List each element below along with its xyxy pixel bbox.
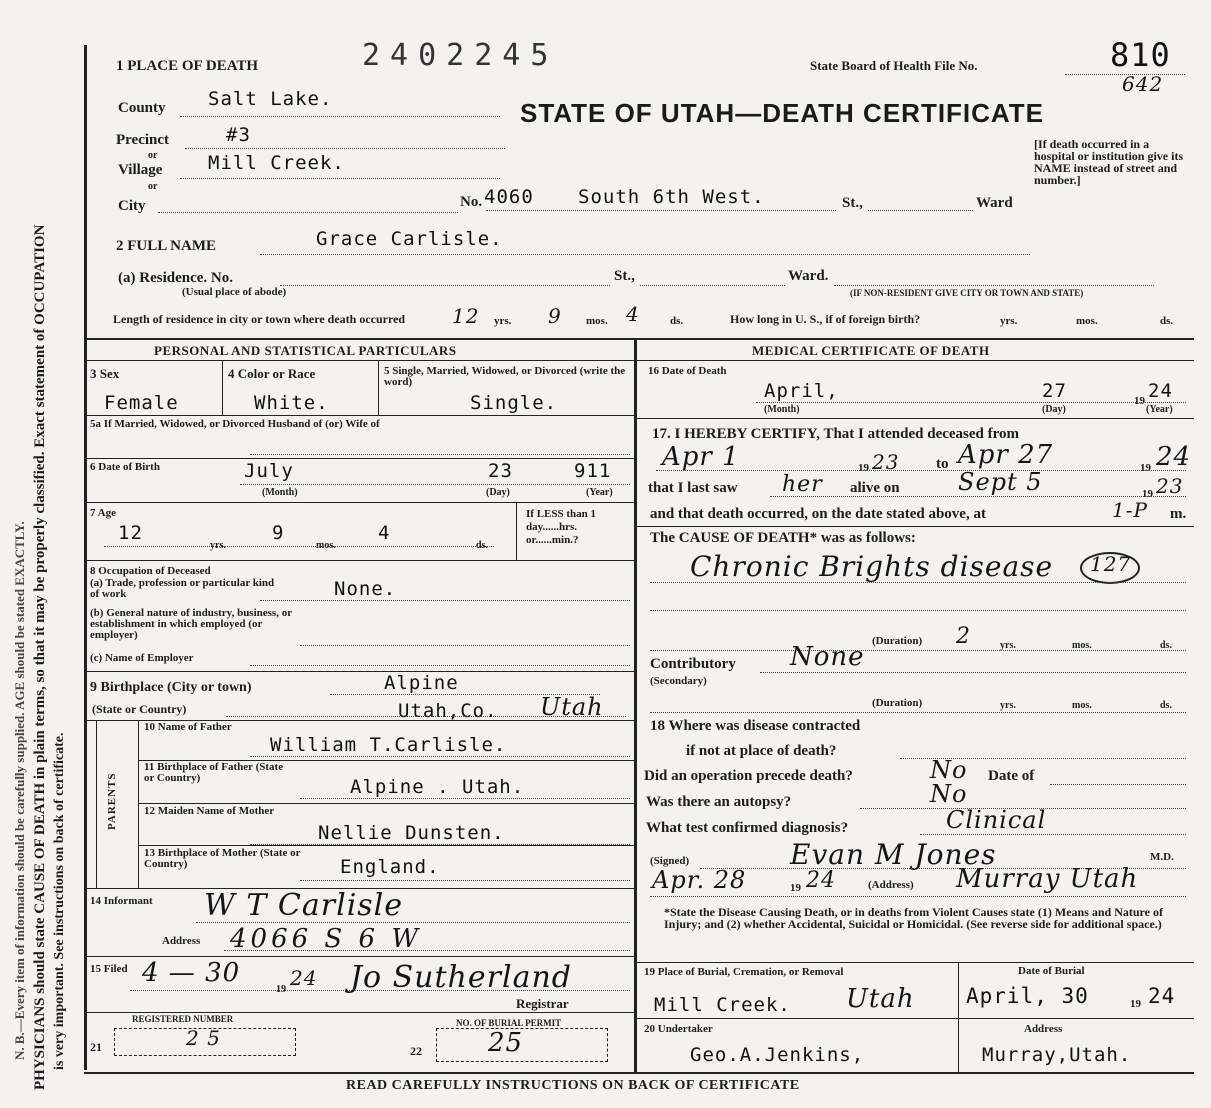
residence-line	[280, 285, 610, 286]
duration-yrs: 2	[956, 624, 971, 649]
death-time-m: m.	[1170, 506, 1187, 522]
file-no: 810	[1110, 36, 1171, 74]
mother-birthplace-value: England.	[340, 856, 440, 878]
length-of-residence-label: Length of residence in city or town where death occurred	[113, 312, 406, 326]
file-no-handwritten: 642	[1122, 72, 1164, 96]
burial-permit-label: NO. OF BURIAL PERMIT	[456, 1018, 562, 1028]
sex-value: Female	[104, 392, 179, 414]
dob-month-sub: (Month)	[262, 487, 298, 498]
dod-month-sub: (Month)	[764, 404, 800, 415]
county-value: Salt Lake.	[208, 88, 333, 110]
burial-permit-value: 25	[488, 1028, 524, 1058]
cause-label: The CAUSE OF DEATH* was as follows:	[650, 530, 916, 546]
dod-year-sub: (Year)	[1146, 404, 1173, 415]
from-year: 23	[872, 450, 900, 474]
rule-after-father-bp	[138, 803, 634, 804]
registrar-signature: Jo Sutherland	[350, 960, 572, 995]
length-mos-label: mos.	[586, 315, 608, 327]
us-yrs-label: yrs.	[1000, 315, 1018, 327]
signed-year: 24	[806, 868, 836, 893]
duration2-ds-label: ds.	[1160, 700, 1172, 711]
us-ds-label: ds.	[1160, 315, 1174, 327]
attended-line	[656, 470, 1186, 471]
frame-left	[84, 45, 87, 1070]
county-label: County	[118, 100, 166, 116]
signed-date: Apr. 28	[652, 866, 747, 894]
attended-to: Apr 27	[958, 440, 1054, 470]
informant-label: 14 Informant	[90, 895, 153, 907]
occupation-c-label: (c) Name of Employer	[90, 652, 194, 664]
father-birthplace-value: Alpine . Utah.	[350, 776, 525, 798]
address-line	[650, 896, 1186, 897]
age-ds: 4	[378, 522, 391, 544]
side-instruction-2: N. B.—Every item of information should be carefully supplied. AGE should be stated EXACTLY.	[12, 521, 27, 1060]
dob-line	[240, 484, 630, 485]
medical-title-rule	[634, 360, 1194, 361]
ward-label: Ward	[976, 195, 1013, 211]
operation-value: No	[930, 756, 968, 784]
place-of-death-label: 1 PLACE OF DEATH	[116, 58, 259, 74]
date-of-label: Date of	[988, 768, 1035, 784]
birthplace-state-handwritten: Utah	[540, 693, 604, 721]
full-name-line	[260, 254, 1030, 255]
residence-sub-label: (Usual place of abode)	[182, 286, 287, 298]
rule-after-filed	[84, 1012, 634, 1013]
age-ds-label: ds.	[476, 540, 488, 551]
less-than-label: If LESS than 1 day......hrs. or......min.?	[526, 508, 597, 546]
rule-color-marital	[378, 360, 379, 415]
dob-day: 23	[488, 460, 513, 482]
spouse-label: 5a If Married, Widowed, or Divorced Husband of (or) Wife of	[90, 418, 380, 430]
signed-19: 19	[790, 882, 801, 894]
footnote: *State the Disease Causing Death, or in deaths from Violent Causes state (1) Means and Nature of Injury; and (2) whether Accidental, Suicidal or Homicidal. (See reverse side for additional space.)	[664, 905, 1163, 931]
full-name-label: 2 FULL NAME	[116, 238, 217, 254]
dod-day-sub: (Day)	[1042, 404, 1066, 415]
mother-value: Nellie Dunsten.	[318, 822, 505, 844]
signed-label: (Signed)	[650, 855, 690, 867]
last-saw-19: 19	[1142, 488, 1153, 500]
rule-after-age	[84, 560, 634, 561]
last-saw-pronoun: her	[782, 472, 823, 497]
frame-top-personal	[84, 338, 1194, 340]
dod-19: 19	[1134, 395, 1145, 407]
rule-after-sex	[84, 415, 634, 416]
residence-ward-line	[640, 285, 785, 286]
rule-after-mother	[138, 845, 634, 846]
informant-address-label: Address	[162, 935, 201, 947]
father-label: 10 Name of Father	[144, 721, 232, 733]
occupation-b-label: (b) General nature of industry, business, or establishment in which employed (or employer)	[90, 607, 292, 641]
side-instruction-3: is very important. See instructions on back of certificate.	[52, 732, 67, 1070]
parents-label: PARENTS	[106, 772, 118, 830]
full-name-value: Grace Carlisle.	[316, 228, 503, 250]
informant-line	[196, 922, 630, 923]
city-line	[158, 212, 458, 213]
occupation-b-line	[300, 645, 630, 646]
rule-age-less	[516, 502, 517, 560]
burial-date: April, 30	[966, 984, 1089, 1008]
mother-label: 12 Maiden Name of Mother	[144, 805, 275, 817]
duration-label-1: (Duration)	[872, 635, 923, 647]
age-mos-label: mos.	[316, 540, 336, 551]
hospital-note: [If death occurred in a hospital or institution give its NAME instead of street and number.]	[1034, 137, 1184, 187]
contributory-label: Contributory	[650, 656, 736, 672]
filed-year: 24	[290, 966, 318, 990]
duration-label-2: (Duration)	[872, 697, 923, 709]
dob-day-sub: (Day)	[486, 487, 510, 498]
test-value: Clinical	[946, 806, 1047, 834]
dod-line	[756, 402, 1186, 403]
dob-month: July	[244, 460, 294, 482]
mother-birthplace-label: 13 Birthplace of Mother (State or Country)	[144, 847, 301, 870]
occupation-c-line	[250, 665, 630, 666]
personal-section-title: PERSONAL AND STATISTICAL PARTICULARS	[154, 343, 457, 358]
duration-ds-label: ds.	[1160, 640, 1172, 651]
secondary-label: (Secondary)	[650, 675, 707, 687]
rule-after-informant	[84, 956, 634, 957]
undertaker-value: Geo.A.Jenkins,	[690, 1044, 865, 1066]
dod-label: 16 Date of Death	[648, 365, 727, 377]
village-line	[180, 178, 500, 179]
dod-month: April,	[764, 380, 839, 402]
city-label: City	[118, 198, 146, 214]
personal-title-rule	[84, 360, 634, 361]
rule-after-occ	[84, 671, 634, 672]
birthplace-label: 9 Birthplace (City or town)	[90, 680, 252, 695]
dod-year: 24	[1148, 380, 1173, 402]
residence-ward-label: Ward.	[788, 268, 829, 284]
reg-number-value: 2 5	[186, 1026, 221, 1050]
rule-before-undertaker	[634, 1018, 1194, 1019]
marital-label: 5 Single, Married, Widowed, or Divorced (write the word)	[384, 365, 626, 388]
nonresident-note: (IF NON-RESIDENT GIVE CITY OR TOWN AND STATE)	[850, 288, 1084, 298]
us-mos-label: mos.	[1076, 315, 1098, 327]
street-line	[486, 210, 836, 211]
occupation-a-label: (a) Trade, profession or particular kind of work	[90, 577, 275, 600]
dob-year-sub: (Year)	[586, 487, 613, 498]
rule-before-burial	[634, 962, 1194, 963]
village-value: Mill Creek.	[208, 152, 345, 174]
color-label: 4 Color or Race	[228, 366, 316, 381]
last-saw-label: that I last saw	[648, 480, 738, 496]
birthplace-state: Utah,Co.	[398, 700, 498, 722]
last-saw-date: Sept 5	[958, 468, 1043, 496]
death-time-label: and that death occurred, on the date stated above, at	[650, 506, 986, 522]
to-year: 24	[1156, 442, 1192, 472]
alive-on-label: alive on	[850, 480, 900, 496]
street-value: South 6th West.	[578, 186, 765, 208]
burial-year: 24	[1148, 984, 1176, 1008]
birthplace-state-line	[226, 716, 626, 717]
length-yrs: 12	[452, 304, 480, 328]
parents-rule-right	[138, 720, 139, 888]
duration-mos-label: mos.	[1072, 640, 1092, 651]
how-long-us-label: How long in U. S., if of foreign birth?	[730, 312, 921, 326]
mother-birthplace-line	[300, 880, 630, 881]
occupation-a-line	[260, 600, 630, 601]
duration2-mos-label: mos.	[1072, 700, 1092, 711]
rule-sex-color	[222, 360, 223, 415]
operation-line	[1050, 784, 1186, 785]
rule-after-dob	[84, 502, 634, 503]
marital-value: Single.	[470, 392, 558, 414]
certify-text: 17. I HEREBY CERTIFY, That I attended deceased from	[652, 426, 1020, 442]
cause-line-1	[650, 582, 1186, 583]
autopsy-value: No	[930, 780, 968, 808]
dob-year: 911	[574, 460, 612, 482]
undertaker-address-label: Address	[1024, 1023, 1063, 1035]
duration-line-1	[650, 650, 1186, 651]
village-label: Village	[118, 162, 163, 178]
file-no-label: State Board of Health File No.	[810, 58, 978, 73]
age-line	[104, 546, 494, 547]
precinct-line	[185, 148, 505, 149]
precinct-value: #3	[226, 124, 251, 146]
age-yrs: 12	[118, 522, 143, 544]
st-ward-line	[868, 210, 973, 211]
contributory-line	[760, 672, 1186, 673]
filed-label: 15 Filed	[90, 963, 128, 975]
from-19: 19	[858, 462, 869, 474]
father-birthplace-label: 11 Birthplace of Father (State or Country)	[144, 761, 284, 784]
spouse-line	[250, 454, 630, 455]
frame-bottom	[84, 1072, 1194, 1074]
undertaker-label: 20 Undertaker	[644, 1023, 713, 1035]
burial-19: 19	[1130, 998, 1141, 1010]
undertaker-address: Murray,Utah.	[982, 1044, 1132, 1066]
md-label: M.D.	[1150, 851, 1174, 863]
burial-place-handwritten: Utah	[846, 984, 915, 1014]
color-value: White.	[254, 392, 329, 414]
contributory-value: None	[790, 642, 865, 672]
county-line	[180, 116, 500, 117]
footer-instructions: READ CAREFULLY INSTRUCTIONS ON BACK OF CERTIFICATE	[346, 1078, 800, 1093]
informant-address-line	[224, 950, 630, 951]
informant-value: W T Carlisle	[204, 888, 404, 923]
cause-value: Chronic Brights disease	[690, 550, 1054, 583]
duration2-yrs-label: yrs.	[1000, 700, 1016, 711]
item-22: 22	[410, 1044, 422, 1058]
birthplace-state-label: (State or Country)	[92, 702, 187, 716]
length-ds: 4	[626, 302, 640, 326]
rule-after-dod	[634, 418, 1194, 419]
length-ds-label: ds.	[670, 315, 684, 327]
medical-section-title: MEDICAL CERTIFICATE OF DEATH	[752, 343, 990, 358]
certificate-number: 2402245	[362, 38, 559, 73]
father-birthplace-line	[300, 798, 630, 799]
certificate-title: STATE OF UTAH—DEATH CERTIFICATE	[520, 98, 1044, 128]
sex-label: 3 Sex	[90, 366, 120, 381]
cause-code: 127	[1090, 552, 1132, 576]
burial-place: Mill Creek.	[654, 994, 791, 1016]
residence-label: (a) Residence. No.	[118, 270, 233, 286]
to-19: 19	[1140, 462, 1151, 474]
or-label-1: or	[148, 150, 158, 161]
street-no-label: No.	[460, 194, 483, 210]
duration-yrs-label: yrs.	[1000, 640, 1016, 651]
age-yrs-label: yrs.	[210, 540, 226, 551]
father-line	[250, 756, 630, 757]
physician-address: Murray Utah	[956, 864, 1139, 894]
cause-line-2	[650, 610, 1186, 611]
test-line	[920, 834, 1186, 835]
item-21: 21	[90, 1040, 102, 1054]
rule-burial-date	[958, 962, 959, 1072]
parents-rule-left	[96, 720, 97, 888]
contracted-sub-label: if not at place of death?	[686, 743, 837, 759]
last-saw-line	[770, 496, 1186, 497]
contracted-label: 18 Where was disease contracted	[650, 718, 861, 734]
physician-signature: Evan M Jones	[790, 838, 997, 871]
dod-day: 27	[1042, 380, 1067, 402]
registrar-label: Registrar	[516, 996, 569, 1011]
filed-date: 4 — 30	[142, 958, 241, 988]
informant-address: 4066 S 6 W	[230, 924, 423, 954]
physician-address-label: (Address)	[868, 879, 914, 891]
age-mos: 9	[272, 522, 285, 544]
filed-19: 19	[276, 984, 286, 995]
to-label: to	[936, 456, 949, 472]
burial-place-label: 19 Place of Burial, Cremation, or Removal	[644, 966, 844, 978]
rule-after-spouse	[84, 458, 634, 459]
precinct-label: Precinct	[116, 132, 170, 148]
street-no-value: 4060	[484, 186, 534, 208]
last-saw-year: 23	[1156, 474, 1184, 498]
occupation-label: 8 Occupation of Deceased	[90, 565, 211, 577]
age-label: 7 Age	[90, 507, 116, 519]
death-time: 1-P	[1112, 498, 1148, 522]
test-label: What test confirmed diagnosis?	[646, 820, 849, 836]
rule-before-cause	[634, 526, 1194, 527]
length-yrs-label: yrs.	[494, 315, 512, 327]
st-label: St.,	[842, 195, 863, 211]
side-instruction-1: PHYSICIANS should state CAUSE OF DEATH in plain terms, so that it may be properly classified. Exact statement of OCCUPATION	[32, 224, 48, 1090]
residence-st-label: St.,	[614, 268, 635, 284]
duration-line-2	[650, 712, 1186, 713]
reg-number-label: REGISTERED NUMBER	[132, 1014, 234, 1024]
operation-label: Did an operation precede death?	[644, 768, 853, 784]
father-value: William T.Carlisle.	[270, 734, 507, 756]
or-label-2: or	[148, 181, 158, 192]
autopsy-label: Was there an autopsy?	[646, 794, 792, 810]
burial-date-label: Date of Burial	[1018, 965, 1085, 977]
birthplace-city: Alpine	[384, 672, 459, 694]
attended-from: Apr 1	[662, 442, 740, 472]
dob-label: 6 Date of Birth	[90, 461, 160, 473]
length-mos: 9	[548, 304, 562, 328]
residence-city-line	[834, 285, 1154, 286]
occupation-value: None.	[334, 578, 397, 600]
